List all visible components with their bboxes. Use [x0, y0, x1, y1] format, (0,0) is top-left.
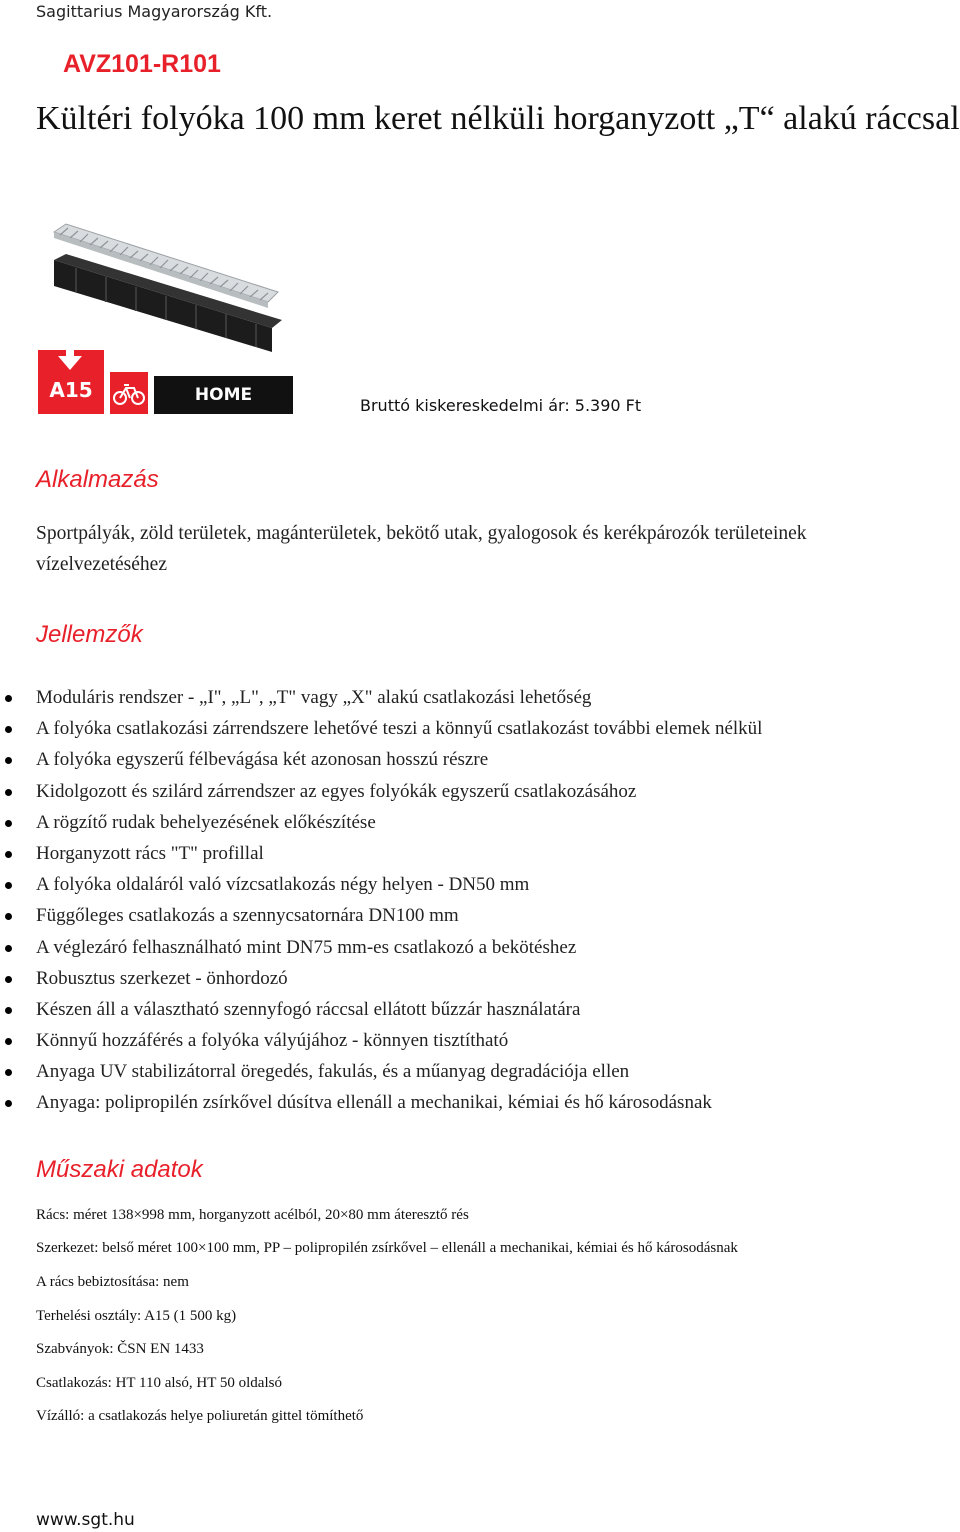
bullet-icon: [5, 726, 12, 733]
product-code: AVZ101-R101: [63, 50, 221, 78]
list-item: Anyaga: polipropilén zsírkővel dúsítva ellenáll a mechanikai, kémiai és hő károsodásnak: [0, 1087, 762, 1118]
list-item: Kidolgozott és szilárd zárrendszer az egyes folyókák egyszerű csatlakozásához: [0, 776, 762, 807]
load-class-badge: A15: [38, 350, 104, 414]
spec-line: Terhelési osztály: A15 (1 500 kg): [36, 1308, 237, 1324]
spec-line: Vízálló: a csatlakozás helye poliuretán gittel tömíthető: [36, 1408, 364, 1424]
spec-line: Csatlakozás: HT 110 alsó, HT 50 oldalsó: [36, 1375, 282, 1391]
spec-line: A rács bebiztosítása: nem: [36, 1274, 189, 1290]
page-title: Kültéri folyóka 100 mm keret nélküli horganyzott „T“ alakú ráccsal: [36, 100, 960, 137]
bullet-icon: [5, 789, 12, 796]
spec-line: Szerkezet: belső méret 100×100 mm, PP – polipropilén zsírkővel – ellenáll a mechanikai, kémiai és hő károsodásnak: [36, 1240, 738, 1256]
bullet-icon: [5, 1069, 12, 1076]
bullet-icon: [5, 882, 12, 889]
section-heading-application: Alkalmazás: [36, 466, 159, 493]
bullet-icon: [5, 1007, 12, 1014]
list-item: A folyóka egyszerű félbevágása két azonosan hosszú részre: [0, 744, 762, 775]
bullet-icon: [5, 851, 12, 858]
product-image: [46, 220, 286, 355]
bullet-icon: [5, 945, 12, 952]
list-item: A véglezáró felhasználható mint DN75 mm-es csatlakozó a bekötéshez: [0, 932, 762, 963]
bullet-icon: [5, 913, 12, 920]
company-name: Sagittarius Magyarország Kft.: [36, 2, 273, 21]
bullet-icon: [5, 976, 12, 983]
badge-row: [38, 350, 298, 414]
list-item: Könnyű hozzáférés a folyóka vályújához - könnyen tisztítható: [0, 1025, 762, 1056]
list-item: Robusztus szerkezet - önhordozó: [0, 963, 762, 994]
list-item: Anyaga UV stabilizátorral öregedés, fakulás, és a műanyag degradációja ellen: [0, 1056, 762, 1087]
list-item: Készen áll a választható szennyfogó ráccsal ellátott bűzzár használatára: [0, 994, 762, 1025]
list-item: A folyóka csatlakozási zárrendszere lehetővé teszi a könnyű csatlakozást további elemek nélkül: [0, 713, 762, 744]
feature-list: [0, 682, 762, 1119]
list-item: Moduláris rendszer - „I", „L", „T" vagy „X" alakú csatlakozási lehetőség: [0, 682, 762, 713]
home-badge: HOME: [154, 376, 293, 414]
list-item: Függőleges csatlakozás a szennycsatornára DN100 mm: [0, 900, 762, 931]
application-text: Sportpályák, zöld területek, magánterületek, bekötő utak, gyalogosok és kerékpározók területeinek vízelvezetéséhez: [36, 523, 807, 575]
bicycle-icon: [110, 372, 148, 414]
list-item: A rögzítő rudak behelyezésének előkészítése: [0, 807, 762, 838]
list-item: Horganyzott rács "T" profillal: [0, 838, 762, 869]
spec-line: Szabványok: ČSN EN 1433: [36, 1341, 204, 1357]
section-heading-features: Jellemzők: [36, 621, 143, 648]
arrow-down-icon: [58, 356, 82, 370]
bullet-icon: [5, 757, 12, 764]
section-heading-technical: Műszaki adatok: [36, 1156, 203, 1183]
bullet-icon: [5, 695, 12, 702]
footer-url[interactable]: www.sgt.hu: [36, 1510, 135, 1530]
list-item: A folyóka oldaláról való vízcsatlakozás négy helyen - DN50 mm: [0, 869, 762, 900]
bullet-icon: [5, 1100, 12, 1107]
retail-price: Bruttó kiskereskedelmi ár: 5.390 Ft: [360, 396, 642, 415]
bullet-icon: [5, 1038, 12, 1045]
bicycle-badge: [110, 372, 148, 414]
bullet-icon: [5, 820, 12, 827]
spec-line: Rács: méret 138×998 mm, horganyzott acélból, 20×80 mm áteresztő rés: [36, 1207, 469, 1223]
